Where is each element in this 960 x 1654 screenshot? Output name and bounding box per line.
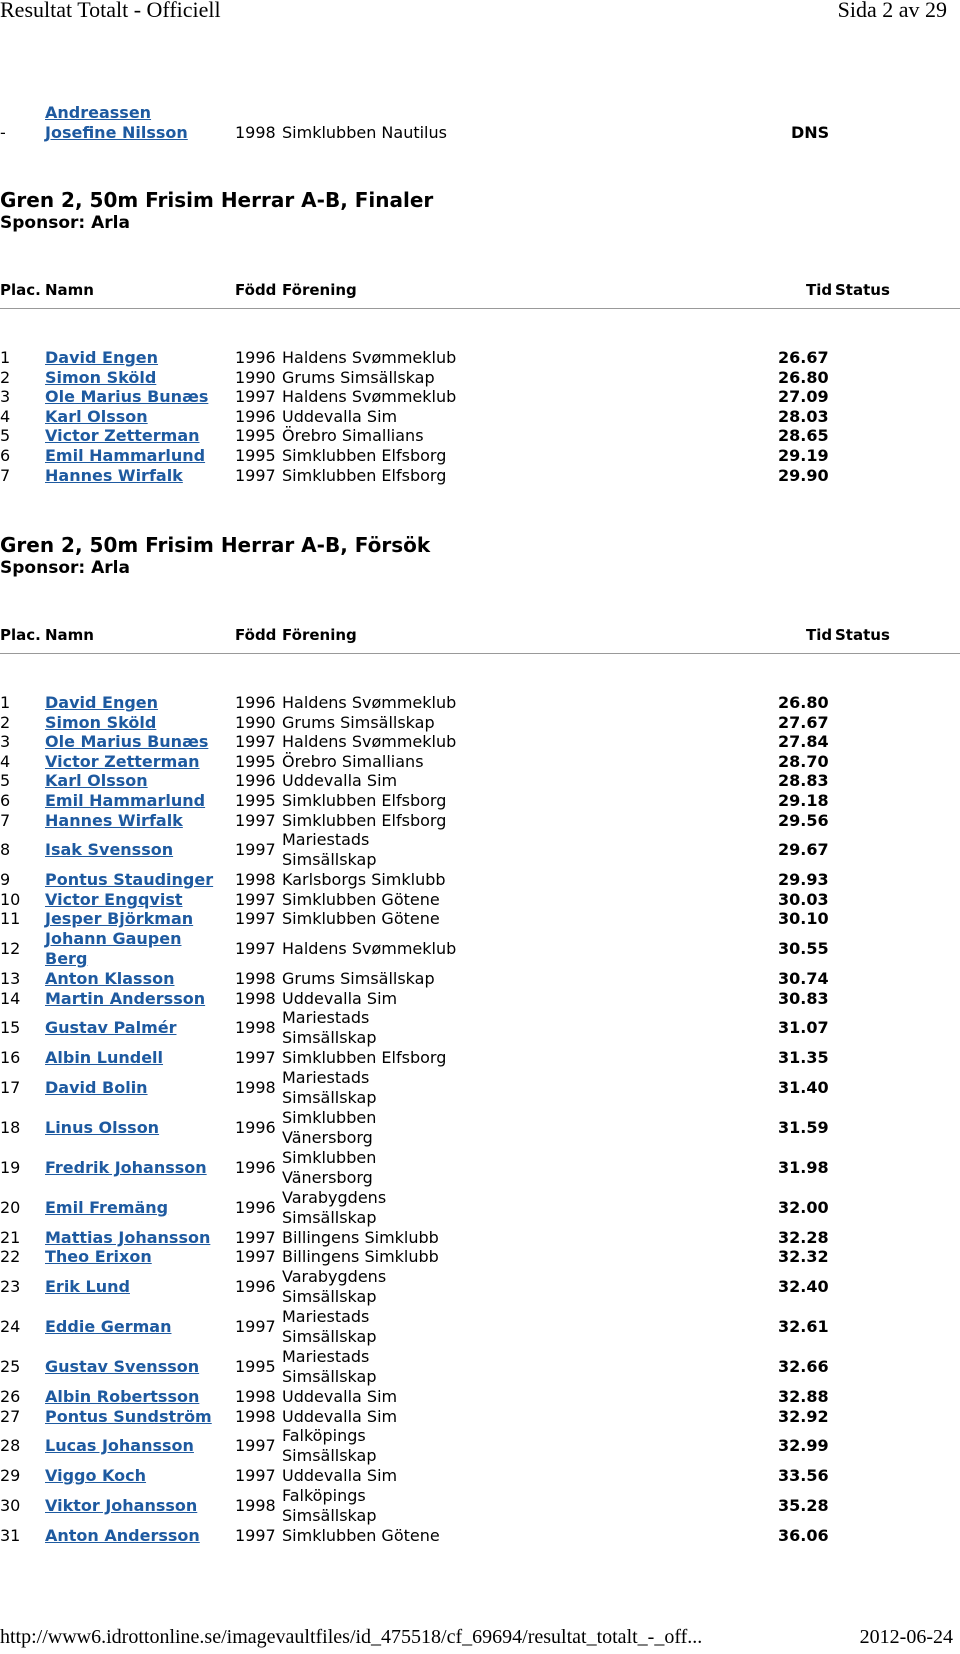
- place: 5: [0, 426, 11, 446]
- place: 19: [0, 1157, 21, 1177]
- club-line1: Mariestads: [282, 1307, 370, 1326]
- place: 5: [0, 771, 11, 791]
- place: 7: [0, 465, 11, 485]
- result-row: [0, 989, 960, 1009]
- club: Simklubben Götene: [282, 889, 440, 909]
- result-time: 31.59: [778, 1117, 829, 1137]
- athlete-name[interactable]: Albin Lundell: [45, 1048, 164, 1068]
- club-line1: Mariestads: [282, 1008, 370, 1028]
- place: 3: [0, 732, 11, 752]
- athlete-name[interactable]: Victor Zetterman: [45, 751, 200, 771]
- athlete-name-line2[interactable]: Berg: [45, 949, 88, 968]
- result-row: [0, 1407, 960, 1427]
- birth-year: 1990: [235, 367, 276, 387]
- athlete-name[interactable]: Fredrik Johansson: [45, 1157, 207, 1177]
- club: Grums Simsällskap: [282, 969, 435, 988]
- birth-year: 1996: [235, 348, 276, 367]
- col-name: Namn: [45, 281, 94, 299]
- place: 30: [0, 1495, 21, 1515]
- birth-year: 1998: [235, 1077, 276, 1097]
- club-line2: Simsällskap: [282, 850, 377, 870]
- club: Karlsborgs Simklubb: [282, 870, 446, 890]
- result-time: 28.65: [778, 426, 829, 446]
- club-line1: Simklubben: [282, 1147, 377, 1167]
- result-time: 32.66: [778, 1357, 829, 1376]
- result-row: [0, 1247, 960, 1267]
- result-time: 30.55: [778, 939, 829, 958]
- birth-year: 1990: [235, 712, 276, 732]
- result-row: [0, 348, 960, 368]
- result-row: [0, 1486, 960, 1526]
- result-row: [0, 752, 960, 772]
- club: Uddevalla Sim: [282, 1387, 398, 1406]
- club: Haldens Svømmeklub: [282, 939, 457, 958]
- athlete-name[interactable]: Emil Hammarlund: [45, 791, 206, 810]
- result-row: [0, 1307, 960, 1347]
- club: Uddevalla Sim: [282, 1406, 398, 1426]
- place: 4: [0, 406, 11, 426]
- col-tid: Tid: [806, 626, 833, 644]
- club: Grums Simsällskap: [282, 367, 435, 387]
- birth-year: 1997: [235, 1317, 276, 1336]
- result-row: [0, 969, 960, 989]
- birth-year: 1996: [235, 406, 276, 426]
- result-row: [0, 426, 960, 446]
- club: Uddevalla Sim: [282, 406, 398, 426]
- place: 29: [0, 1466, 21, 1486]
- result-time: 27.67: [778, 712, 829, 732]
- club-line2: Simsällskap: [282, 1287, 377, 1306]
- club: Haldens Svømmeklub: [282, 387, 457, 407]
- result-row: [0, 1008, 960, 1048]
- event-title-heats: Gren 2, 50m Frisim Herrar A-B, Försök: [0, 533, 431, 557]
- birth-year: 1996: [235, 1157, 276, 1177]
- result-row: [0, 1466, 960, 1486]
- birth-year: 1997: [235, 1048, 276, 1068]
- club: Billingens Simklubb: [282, 1227, 439, 1247]
- result-time: 26.67: [778, 348, 829, 367]
- birth-year: 1997: [235, 909, 276, 929]
- athlete-name-line1[interactable]: Andreassen: [45, 103, 152, 122]
- athlete-name[interactable]: Emil Hammarlund: [45, 446, 206, 465]
- athlete-name[interactable]: Simon Sköld: [45, 712, 157, 732]
- place: 11: [0, 909, 21, 929]
- place: 13: [0, 969, 21, 988]
- birth-year: 1997: [235, 939, 276, 958]
- place: 6: [0, 446, 11, 465]
- athlete-name[interactable]: Isak Svensson: [45, 840, 174, 860]
- result-time: 31.40: [778, 1077, 829, 1097]
- col-club: Förening: [282, 626, 357, 644]
- birth-year: 1996: [235, 693, 276, 712]
- club-line1: Varabygdens: [282, 1267, 387, 1286]
- birth-year: 1997: [235, 465, 276, 485]
- club-line2: Simsällskap: [282, 1367, 377, 1386]
- result-time: 32.28: [778, 1227, 829, 1247]
- result-time: 27.84: [778, 732, 829, 752]
- place: 24: [0, 1317, 21, 1336]
- club-line1: Falköpings: [282, 1426, 366, 1446]
- result-row: [0, 1188, 960, 1228]
- result-time: 29.19: [778, 446, 829, 465]
- athlete-name[interactable]: Viggo Koch: [45, 1466, 147, 1486]
- club: Simklubben Elfsborg: [282, 1048, 447, 1068]
- place: 15: [0, 1018, 21, 1038]
- birth-year: 1998: [235, 1495, 276, 1515]
- club: Örebro Simallians: [282, 751, 424, 771]
- result-time: 30.74: [778, 969, 829, 988]
- place: 8: [0, 840, 11, 860]
- club: Haldens Svømmeklub: [282, 348, 457, 367]
- carryover-row: [0, 103, 960, 143]
- club-line1: Mariestads: [282, 1347, 370, 1366]
- col-name: Namn: [45, 626, 94, 644]
- athlete-name[interactable]: Victor Zetterman: [45, 426, 200, 446]
- result-time: 33.56: [778, 1466, 829, 1486]
- club: Simklubben Elfsborg: [282, 465, 447, 485]
- divider: [0, 308, 960, 309]
- athlete-name[interactable]: Pontus Sundström: [45, 1406, 212, 1426]
- place: 16: [0, 1048, 21, 1068]
- footer-url: http://www6.idrottonline.se/imagevaultfiles/id_475518/cf_69694/resultat_totalt_-_off...: [0, 1626, 703, 1648]
- result-row: [0, 368, 960, 388]
- club: Simklubben Elfsborg: [282, 446, 447, 465]
- club: Haldens Svømmeklub: [282, 693, 457, 712]
- club: Simklubben Elfsborg: [282, 810, 447, 830]
- result-row: [0, 446, 960, 466]
- athlete-name[interactable]: David Engen: [45, 348, 159, 367]
- club: Haldens Svømmeklub: [282, 732, 457, 752]
- birth-year: 1996: [235, 1197, 276, 1217]
- result-time: 30.03: [778, 889, 829, 909]
- place: 2: [0, 712, 11, 732]
- birth-year: 1995: [235, 426, 276, 446]
- athlete-name[interactable]: Victor Engqvist: [45, 889, 183, 909]
- result-row: [0, 791, 960, 811]
- athlete-name[interactable]: Viktor Johansson: [45, 1495, 198, 1515]
- result-time: 36.06: [778, 1525, 829, 1545]
- athlete-name-line1[interactable]: Johann Gaupen: [45, 929, 182, 948]
- result-time: 32.61: [778, 1317, 829, 1336]
- athlete-name[interactable]: Gustav Svensson: [45, 1357, 200, 1376]
- athlete-name[interactable]: Mattias Johansson: [45, 1227, 211, 1247]
- club-line2: Simsällskap: [282, 1087, 377, 1107]
- result-time: 28.83: [778, 771, 829, 791]
- result-row: [0, 1048, 960, 1068]
- club-line2: Simsällskap: [282, 1446, 377, 1466]
- result-row: [0, 1068, 960, 1108]
- birth-year: 1998: [235, 988, 276, 1008]
- col-status: Status: [835, 626, 890, 644]
- athlete-name[interactable]: Pontus Staudinger: [45, 870, 214, 890]
- result-row: [0, 387, 960, 407]
- place: 17: [0, 1077, 21, 1097]
- result-row: [0, 1108, 960, 1148]
- col-year: Född: [235, 281, 277, 299]
- club-line1: Mariestads: [282, 830, 370, 850]
- result-time: 28.03: [778, 406, 829, 426]
- athlete-name[interactable]: Anton Andersson: [45, 1525, 200, 1545]
- place: 25: [0, 1357, 21, 1376]
- col-tid: Tid: [806, 281, 833, 299]
- result-time: 27.09: [778, 387, 829, 407]
- event-sponsor-heats: Sponsor: Arla: [0, 558, 130, 578]
- club: Örebro Simallians: [282, 426, 424, 446]
- birth-year: 1997: [235, 1436, 276, 1456]
- result-row: [0, 713, 960, 733]
- birth-year: 1997: [235, 1525, 276, 1545]
- place: 14: [0, 988, 21, 1008]
- place: 1: [0, 348, 11, 367]
- birth-year: 1997: [235, 732, 276, 752]
- result-time: 31.98: [778, 1157, 829, 1177]
- birth-year: 1997: [235, 1247, 276, 1267]
- club: Simklubben Elfsborg: [282, 791, 447, 810]
- result-row: [0, 732, 960, 752]
- athlete-name[interactable]: Hannes Wirfalk: [45, 465, 183, 485]
- birth-year: 1996: [235, 1277, 276, 1296]
- athlete-name[interactable]: David Engen: [45, 693, 159, 712]
- birth-year: 1998: [235, 123, 276, 142]
- result-time: 32.92: [778, 1406, 829, 1426]
- club: Simklubben Götene: [282, 909, 440, 929]
- result-time: 35.28: [778, 1495, 829, 1515]
- result-row: [0, 466, 960, 486]
- place: 12: [0, 939, 21, 958]
- club-line1: Mariestads: [282, 1067, 370, 1087]
- result-time: 29.18: [778, 791, 829, 810]
- page-number: Sida 2 av 29: [837, 0, 947, 22]
- place: -: [0, 123, 6, 142]
- birth-year: 1998: [235, 969, 276, 988]
- athlete-name[interactable]: Erik Lund: [45, 1277, 130, 1296]
- birth-year: 1995: [235, 446, 276, 465]
- result-row: [0, 811, 960, 831]
- club-line2: Vänersborg: [282, 1127, 373, 1147]
- place: 31: [0, 1525, 21, 1545]
- club-line1: Simklubben: [282, 1107, 377, 1127]
- result-row: [0, 693, 960, 713]
- birth-year: 1998: [235, 870, 276, 890]
- birth-year: 1998: [235, 1018, 276, 1038]
- footer-date: 2012-06-24: [859, 1626, 953, 1648]
- place: 4: [0, 751, 11, 771]
- result-time: 26.80: [778, 693, 829, 712]
- result-row: [0, 1347, 960, 1387]
- col-plac: Plac.: [0, 626, 41, 644]
- athlete-name[interactable]: Gustav Palmér: [45, 1018, 177, 1038]
- club: Simklubben Nautilus: [282, 123, 447, 142]
- birth-year: 1996: [235, 1117, 276, 1137]
- birth-year: 1998: [235, 1406, 276, 1426]
- result-time: 32.99: [778, 1436, 829, 1456]
- result-time: 29.93: [778, 870, 829, 890]
- event-sponsor-finals: Sponsor: Arla: [0, 213, 130, 233]
- result-row: [0, 870, 960, 890]
- result-time: 30.83: [778, 988, 829, 1008]
- result-row: [0, 771, 960, 791]
- col-year: Född: [235, 626, 277, 644]
- club: Uddevalla Sim: [282, 771, 398, 791]
- athlete-name[interactable]: David Bolin: [45, 1077, 148, 1097]
- divider: [0, 653, 960, 654]
- result-row: [0, 890, 960, 910]
- result-row: [0, 1526, 960, 1546]
- athlete-name[interactable]: Karl Olsson: [45, 771, 148, 791]
- athlete-name[interactable]: Lucas Johansson: [45, 1436, 194, 1456]
- birth-year: 1995: [235, 1357, 276, 1376]
- place: 2: [0, 367, 11, 387]
- athlete-name[interactable]: Albin Robertsson: [45, 1387, 200, 1406]
- status: DNS: [791, 123, 830, 142]
- result-time: 32.88: [778, 1387, 829, 1406]
- athlete-name[interactable]: Simon Sköld: [45, 367, 157, 387]
- result-time: 29.56: [778, 810, 829, 830]
- athlete-name[interactable]: Ole Marius Bunæs: [45, 387, 209, 407]
- result-time: 31.07: [778, 1018, 829, 1038]
- event-title-finals: Gren 2, 50m Frisim Herrar A-B, Finaler: [0, 188, 434, 212]
- athlete-name[interactable]: Martin Andersson: [45, 988, 206, 1008]
- result-time: 31.35: [778, 1048, 829, 1068]
- result-time: 28.70: [778, 751, 829, 771]
- club: Uddevalla Sim: [282, 1466, 398, 1486]
- birth-year: 1997: [235, 810, 276, 830]
- club: Simklubben Götene: [282, 1525, 440, 1545]
- place: 21: [0, 1227, 21, 1247]
- birth-year: 1997: [235, 1466, 276, 1486]
- place: 6: [0, 791, 11, 810]
- result-row: [0, 1387, 960, 1407]
- place: 20: [0, 1197, 21, 1217]
- place: 18: [0, 1117, 21, 1137]
- result-row: [0, 407, 960, 427]
- club-line2: Vänersborg: [282, 1167, 373, 1187]
- result-row: [0, 1228, 960, 1248]
- club: Billingens Simklubb: [282, 1247, 439, 1267]
- result-time: 30.10: [778, 909, 829, 929]
- athlete-name[interactable]: Jesper Björkman: [45, 909, 194, 929]
- birth-year: 1995: [235, 751, 276, 771]
- athlete-name[interactable]: Linus Olsson: [45, 1117, 160, 1137]
- place: 27: [0, 1406, 21, 1426]
- birth-year: 1997: [235, 1227, 276, 1247]
- place: 9: [0, 870, 11, 890]
- birth-year: 1997: [235, 387, 276, 407]
- result-row: [0, 1148, 960, 1188]
- club-line1: Falköpings: [282, 1485, 366, 1505]
- athlete-name[interactable]: Josefine Nilsson: [45, 123, 188, 142]
- athlete-name[interactable]: Anton Klasson: [45, 969, 175, 988]
- col-status: Status: [835, 281, 890, 299]
- result-time: 32.32: [778, 1247, 829, 1267]
- club-line2: Simsällskap: [282, 1327, 377, 1346]
- birth-year: 1997: [235, 889, 276, 909]
- place: 3: [0, 387, 11, 407]
- place: 1: [0, 693, 11, 712]
- page-header-title: Resultat Totalt - Officiell: [0, 0, 221, 22]
- birth-year: 1996: [235, 771, 276, 791]
- birth-year: 1997: [235, 840, 276, 860]
- athlete-name[interactable]: Eddie German: [45, 1317, 172, 1336]
- athlete-name[interactable]: Karl Olsson: [45, 406, 148, 426]
- birth-year: 1995: [235, 791, 276, 810]
- result-time: 26.80: [778, 367, 829, 387]
- place: 28: [0, 1436, 21, 1456]
- club-line2: Simsällskap: [282, 1207, 377, 1227]
- col-plac: Plac.: [0, 281, 41, 299]
- result-time: 32.40: [778, 1277, 829, 1296]
- result-row: [0, 1267, 960, 1307]
- place: 22: [0, 1247, 21, 1267]
- place: 7: [0, 810, 11, 830]
- result-row: [0, 1426, 960, 1466]
- athlete-name[interactable]: Ole Marius Bunæs: [45, 732, 209, 752]
- athlete-name[interactable]: Emil Fremäng: [45, 1197, 169, 1217]
- club-line2: Simsällskap: [282, 1028, 377, 1048]
- result-time: 29.67: [778, 840, 829, 860]
- place: 26: [0, 1387, 21, 1406]
- club: Grums Simsällskap: [282, 712, 435, 732]
- birth-year: 1998: [235, 1387, 276, 1406]
- club-line1: Varabygdens: [282, 1187, 387, 1207]
- result-time: 29.90: [778, 465, 829, 485]
- place: 23: [0, 1277, 21, 1296]
- result-row: [0, 830, 960, 870]
- club-line2: Simsällskap: [282, 1505, 377, 1525]
- club: Uddevalla Sim: [282, 988, 398, 1008]
- col-club: Förening: [282, 281, 357, 299]
- result-row: [0, 929, 960, 969]
- result-row: [0, 909, 960, 929]
- athlete-name[interactable]: Hannes Wirfalk: [45, 810, 183, 830]
- result-time: 32.00: [778, 1197, 829, 1217]
- place: 10: [0, 889, 21, 909]
- athlete-name[interactable]: Theo Erixon: [45, 1247, 152, 1267]
